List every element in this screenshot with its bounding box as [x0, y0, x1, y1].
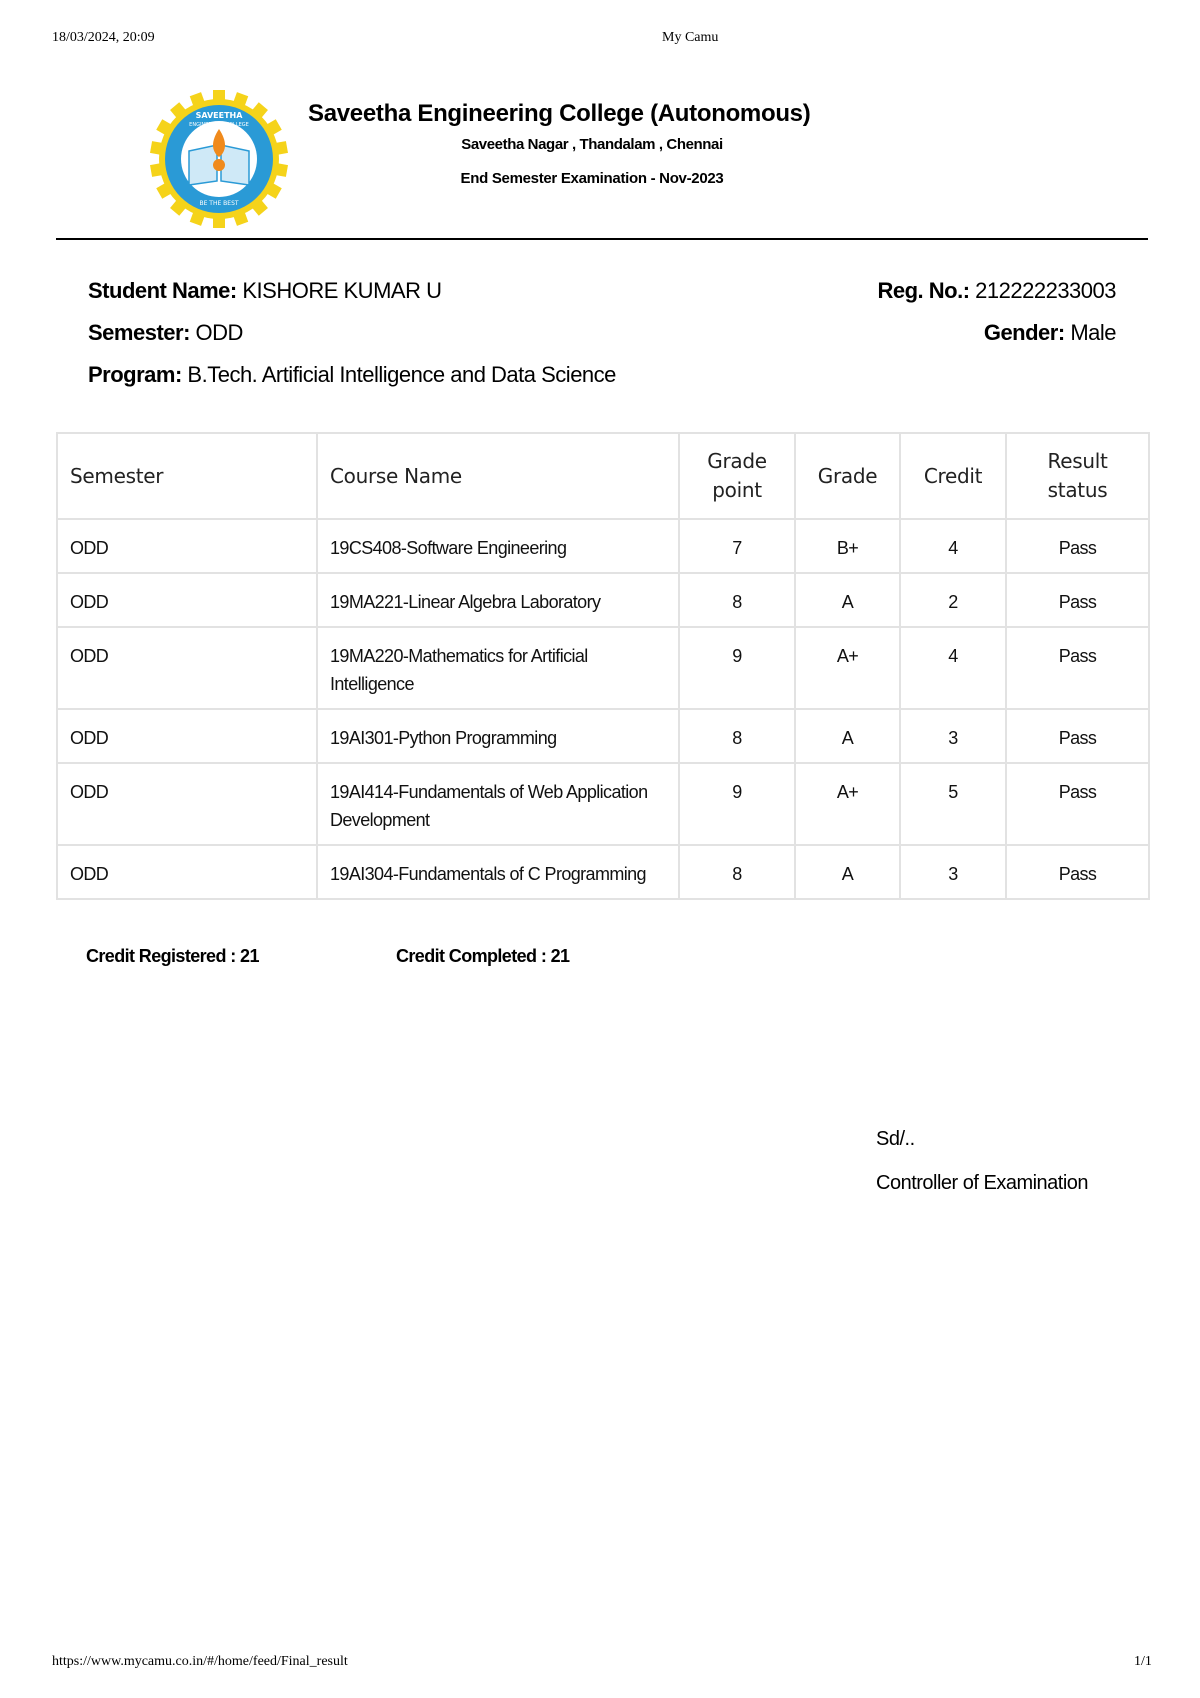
- credit-completed: Credit Completed : 21: [396, 946, 570, 966]
- cell-credit: 4: [900, 519, 1006, 573]
- header-result-status: [1006, 433, 1149, 519]
- credit-registered: Credit Registered : 21: [86, 946, 259, 966]
- cell-course-name: 19AI414-Fundamentals of Web Application Development: [317, 763, 679, 845]
- cell-semester: ODD: [57, 573, 317, 627]
- results-table: [56, 432, 1150, 900]
- header-grade-point-line1: Grade: [707, 449, 767, 473]
- cell-grade: A+: [795, 763, 900, 845]
- signature-sd: Sd/..: [876, 1128, 915, 1150]
- gender-label: Gender:: [983, 320, 1065, 345]
- student-name-label: Student Name:: [88, 278, 237, 303]
- cell-semester: ODD: [57, 519, 317, 573]
- table-row: [57, 627, 1149, 709]
- reg-no-value: 212222233003: [975, 278, 1116, 303]
- cell-credit: 2: [900, 573, 1006, 627]
- cell-grade-point: 8: [679, 845, 795, 899]
- student-name-row: [88, 278, 441, 304]
- table-row: [57, 709, 1149, 763]
- header-grade-point-line2: point: [712, 478, 762, 502]
- semester-label: Semester:: [88, 320, 190, 345]
- cell-grade: A: [795, 573, 900, 627]
- cell-credit: 3: [900, 709, 1006, 763]
- cell-result: Pass: [1006, 627, 1149, 709]
- cell-course-name: 19MA221-Linear Algebra Laboratory: [317, 573, 679, 627]
- cell-credit: 5: [900, 763, 1006, 845]
- table-row: [57, 519, 1149, 573]
- cell-grade: A: [795, 845, 900, 899]
- cell-grade: A+: [795, 627, 900, 709]
- cell-grade: B+: [795, 519, 900, 573]
- header-grade-point: [679, 433, 795, 519]
- cell-result: Pass: [1006, 519, 1149, 573]
- gender-row: [984, 320, 1116, 346]
- header-course-name: Course Name: [317, 433, 679, 519]
- print-page-title: My Camu: [662, 30, 719, 45]
- cell-grade-point: 7: [679, 519, 795, 573]
- cell-semester: ODD: [57, 763, 317, 845]
- cell-course-name: 19AI304-Fundamentals of C Programming: [317, 845, 679, 899]
- college-logo: [150, 90, 288, 228]
- cell-semester: ODD: [57, 627, 317, 709]
- cell-grade-point: 8: [679, 709, 795, 763]
- cell-course-name: 19CS408-Software Engineering: [317, 519, 679, 573]
- cell-course-name: 19AI301-Python Programming: [317, 709, 679, 763]
- semester-value: ODD: [195, 320, 243, 345]
- table-row: [57, 763, 1149, 845]
- table-row: [57, 573, 1149, 627]
- program-value: B.Tech. Artificial Intelligence and Data Science: [187, 362, 616, 387]
- table-row: [57, 845, 1149, 899]
- print-url: https://www.mycamu.co.in/#/home/feed/Final_result: [52, 1654, 348, 1669]
- header-semester: Semester: [57, 433, 317, 519]
- logo-text-top: SAVEETHA: [195, 111, 243, 120]
- header-result-line2: status: [1047, 478, 1108, 502]
- cell-result: Pass: [1006, 573, 1149, 627]
- cell-semester: ODD: [57, 845, 317, 899]
- program-label: Program:: [88, 362, 182, 387]
- header-divider: [56, 238, 1148, 240]
- reg-no-label: Reg. No.:: [877, 278, 970, 303]
- cell-credit: 3: [900, 845, 1006, 899]
- print-page-number: 1/1: [1134, 1654, 1152, 1669]
- cell-result: Pass: [1006, 845, 1149, 899]
- signature-role: Controller of Examination: [876, 1172, 1089, 1194]
- college-address: Saveetha Nagar , Thandalam , Chennai: [461, 136, 723, 153]
- cell-result: Pass: [1006, 709, 1149, 763]
- cell-grade-point: 9: [679, 763, 795, 845]
- cell-course-name: 19MA220-Mathematics for Artificial Intelligence: [317, 627, 679, 709]
- cell-result: Pass: [1006, 763, 1149, 845]
- header-grade: Grade: [795, 433, 900, 519]
- program-row: [88, 362, 616, 388]
- cell-grade: A: [795, 709, 900, 763]
- print-datetime: 18/03/2024, 20:09: [52, 30, 155, 45]
- cell-credit: 4: [900, 627, 1006, 709]
- header-credit: Credit: [900, 433, 1006, 519]
- cell-grade-point: 8: [679, 573, 795, 627]
- student-name-value: KISHORE KUMAR U: [242, 278, 442, 303]
- reg-no-row: [877, 278, 1116, 304]
- semester-row: [88, 320, 243, 346]
- college-name: Saveetha Engineering College (Autonomous): [308, 100, 811, 127]
- logo-text-mid: ENGINEERING COLLEGE: [189, 122, 249, 128]
- cell-semester: ODD: [57, 709, 317, 763]
- logo-text-bottom: BE THE BEST: [199, 200, 239, 207]
- cell-grade-point: 9: [679, 627, 795, 709]
- gender-value: Male: [1070, 320, 1116, 345]
- exam-title: End Semester Examination - Nov-2023: [460, 170, 724, 187]
- header-result-line1: Result: [1047, 449, 1108, 473]
- table-header-row: [57, 433, 1149, 519]
